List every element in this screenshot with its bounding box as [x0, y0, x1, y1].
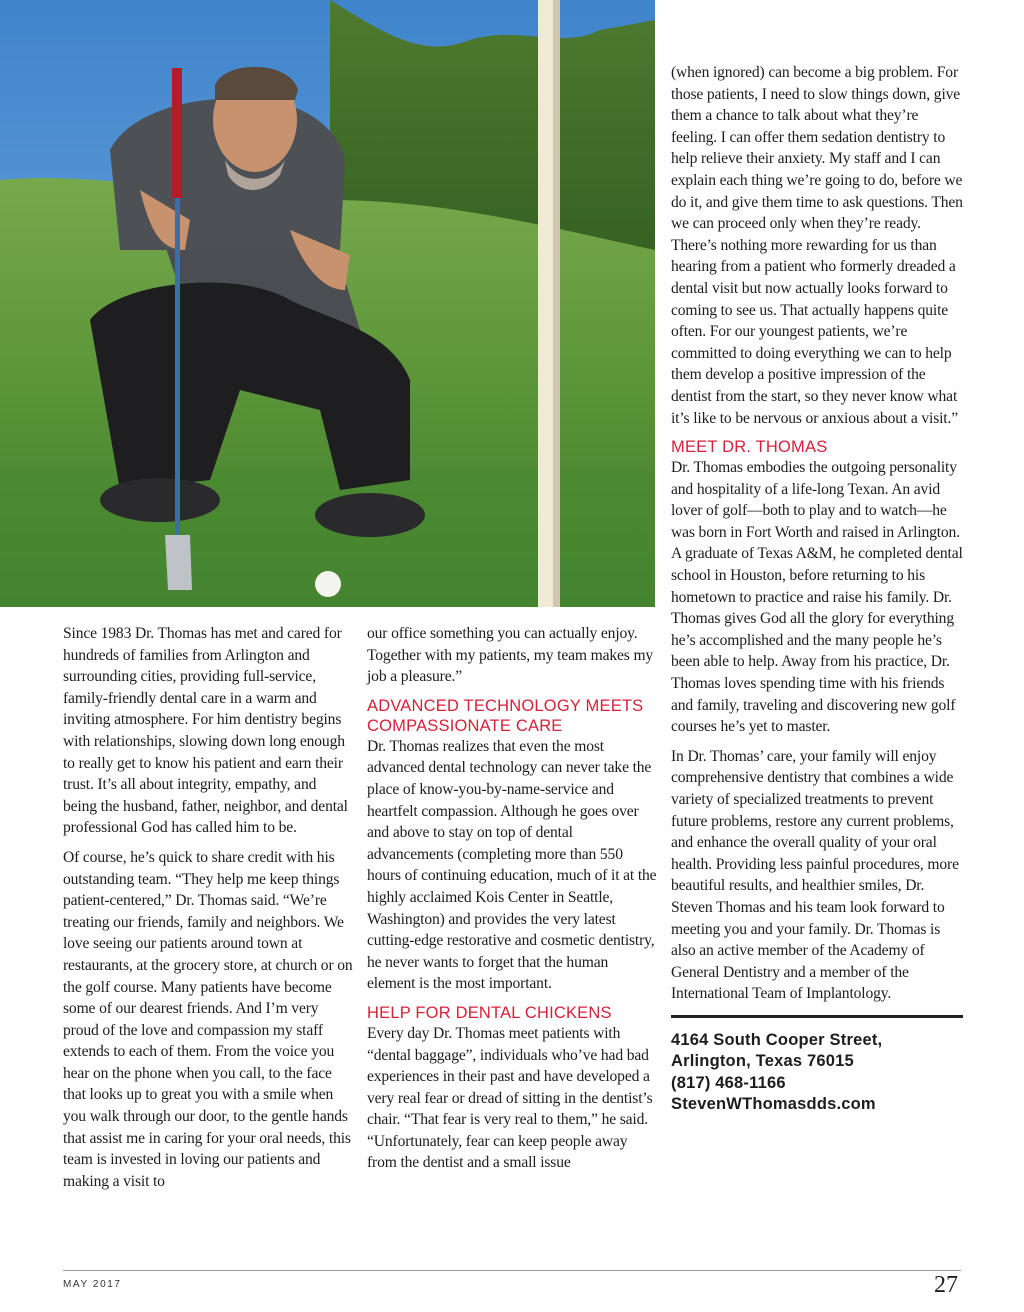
- address-street: 4164 South Cooper Street,: [671, 1030, 883, 1049]
- address-city: Arlington, Texas 76015: [671, 1052, 854, 1071]
- putter-head: [165, 535, 192, 590]
- article-column-2: [367, 623, 657, 1182]
- chickens-paragraph: Every day Dr. Thomas meet patients with “dental baggage”, individuals who’ve had bad experiences in their past and have developed a very real fear or dread of sitting in the dentist’s chair. “That fear is very real to them,” he said. “Unfortunately, fear can keep people away from the dentist and a small issue: [367, 1024, 653, 1172]
- putter-grip: [172, 68, 182, 198]
- footer-issue-date: MAY 2017: [63, 1279, 122, 1290]
- care-paragraph: In Dr. Thomas’ care, your family will enjoy comprehensive dentistry that combines a wide variety of specialized treatments to prevent future problems, restore any current problems, and enhance the overall quality of your oral health. Providing less painful procedures, more beautiful results, and healthier smiles, Dr. Steven Thomas and his team look forward to meeting you and your family. Dr. Thomas is also an active member of the Academy of General Dentistry and a member of the International Team of Implantology.: [671, 747, 959, 1003]
- heading-dental-chickens: HELP FOR DENTAL CHICKENS: [367, 1003, 612, 1022]
- chickens-paragraph-continued: (when ignored) can become a big problem. For those patients, I need to slow things down, give them a chance to talk about what they’re feeling. I can offer them sedation dentistry to help relieve their anxiety. My staff and I can explain each thing we’re going to do, before we do it, and give them time to ask questions. Then we can proceed only when they’re ready. There’s nothing more rewarding for us than hearing from a patient who formerly dreaded a dental visit but now actually looks forward to coming to see us. That actually happens quite often. For our youngest patients, we’re committed to doing everything we can to help them develop a positive impression of the dentist from the start, so they never know what it’s like to be nervous or anxious about a visit.”: [671, 64, 963, 427]
- article-column-3: [671, 62, 963, 1116]
- article-column-1: [63, 623, 353, 1200]
- golf-ball: [315, 571, 341, 597]
- feature-photo: [0, 0, 655, 607]
- team-paragraph: Of course, he’s quick to share credit with his outstanding team. “They help me keep things patient-centered,” Dr. Thomas said. “We’re treating our friends, family and neighbors. We love seeing our patients around town at restaurants, at the grocery store, at church or on the golf course. Many patients have become some of our dearest friends. And I’m very proud of the love and compassion my staff extends to each of them. From the voice you hear on the phone when you call, to the face that looks up to great you with a smile when you walk through our door, to the gentle hands that assist me in caring for your oral needs, this team is invested in loving our patients and making a visit to: [63, 848, 353, 1190]
- technology-paragraph: Dr. Thomas realizes that even the most advanced dental technology can never take the place of know-you-by-name-service and heartfelt compassion. Although he goes over and above to stay on top of dental advancements (completing more than 550 hours of continuing education, much of it at the highly acclaimed Kois Center in Seattle, Washington) and provides the very latest cutting-edge restorative and cosmetic dentistry, he never wants to forget that the human element is the most important.: [367, 737, 657, 993]
- website-link[interactable]: StevenWThomasdds.com: [671, 1095, 876, 1114]
- footer-divider: [63, 1270, 961, 1271]
- team-paragraph-continued: our office something you can actually enjoy. Together with my patients, my team makes my job a pleasure.”: [367, 625, 654, 686]
- phone-number: (817) 468-1166: [671, 1073, 786, 1092]
- page-number: 27: [934, 1272, 958, 1298]
- heading-meet-dr-thomas: MEET DR. THOMAS: [671, 438, 828, 457]
- contact-block: [671, 1030, 963, 1116]
- contact-divider: [671, 1015, 963, 1018]
- heading-advanced-technology: ADVANCED TECHNOLOGY MEETS COMPASSIONATE CARE: [367, 696, 644, 735]
- meet-paragraph: Dr. Thomas embodies the outgoing personality and hospitality of a life-long Texan. An avid lover of golf—both to play and to watch—he was born in Fort Worth and raised in Arlington. A graduate of Texas A&M, he completed dental school in Houston, before returning to his hometown to practice and raise his family. Dr. Thomas gives God all the glory for everything he’s accomplished and the many people he’s been able to help. Away from his practice, Dr. Thomas loves spending time with his friends and family, traveling and discovering new golf courses he’s yet to master.: [671, 459, 963, 736]
- putter-shaft: [175, 198, 180, 538]
- intro-paragraph: Since 1983 Dr. Thomas has met and cared for hundreds of families from Arlington and surrounding cities, providing full-service, family-friendly dental care in a warm and inviting atmosphere. For him dentistry begins with relationships, slowing down long enough to really get to know his patient and earn their trust. It’s all about integrity, empathy, and being the husband, father, neighbor, and dental professional God has called him to be.: [63, 625, 348, 837]
- golfer-photo: [0, 0, 655, 607]
